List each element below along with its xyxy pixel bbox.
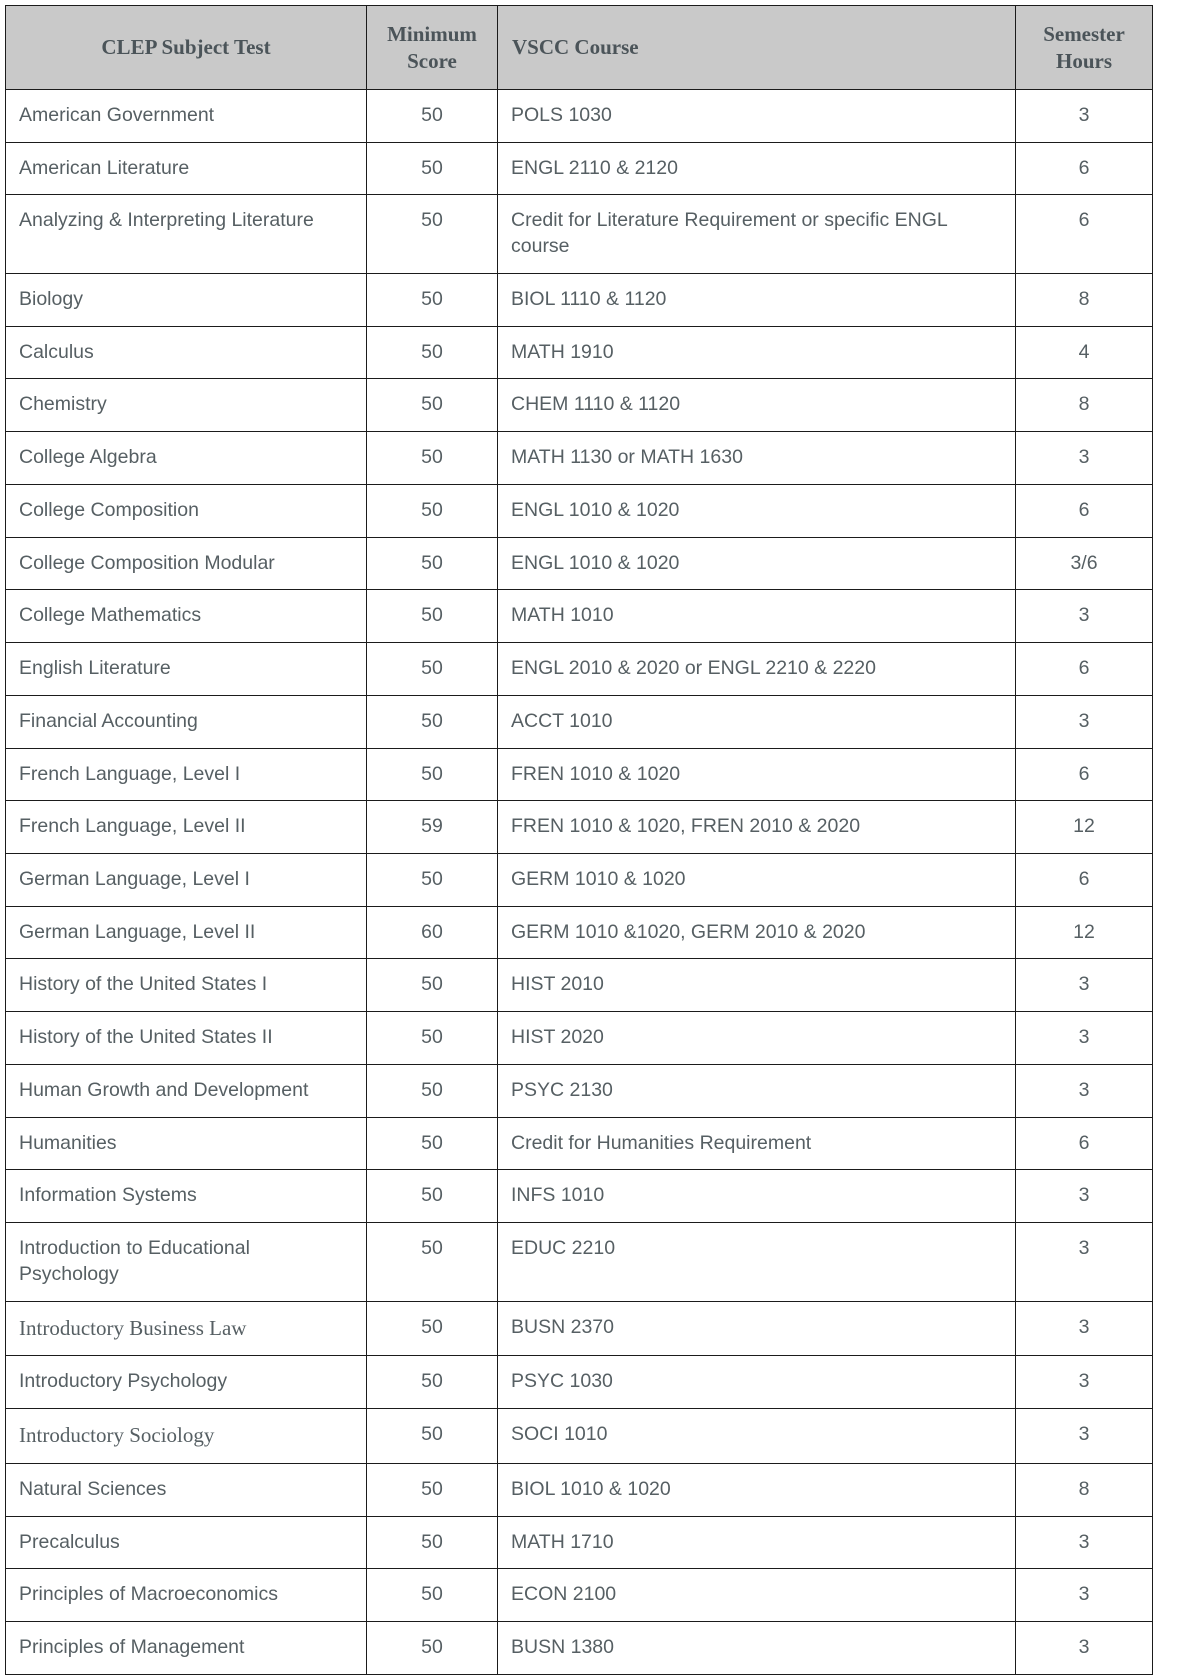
cell-vscc-course: ENGL 1010 & 1020 <box>498 484 1016 537</box>
cell-semester-hours: 3 <box>1016 1170 1153 1223</box>
cell-minimum-score: 50 <box>367 695 498 748</box>
cell-semester-hours: 4 <box>1016 326 1153 379</box>
table-row <box>6 906 1153 959</box>
cell-vscc-course: MATH 1710 <box>498 1516 1016 1569</box>
table-row <box>6 695 1153 748</box>
cell-minimum-score: 50 <box>367 379 498 432</box>
cell-subject: American Literature <box>6 142 367 195</box>
clep-credit-table <box>5 5 1153 1675</box>
table-row <box>6 1170 1153 1223</box>
cell-subject: Natural Sciences <box>6 1463 367 1516</box>
cell-vscc-course: ENGL 2110 & 2120 <box>498 142 1016 195</box>
cell-semester-hours: 3 <box>1016 432 1153 485</box>
table-row <box>6 1301 1153 1356</box>
table-row <box>6 1012 1153 1065</box>
cell-vscc-course: FREN 1010 & 1020 <box>498 748 1016 801</box>
cell-vscc-course: INFS 1010 <box>498 1170 1016 1223</box>
table-row <box>6 854 1153 907</box>
cell-vscc-course: BUSN 1380 <box>498 1622 1016 1675</box>
table-row <box>6 326 1153 379</box>
cell-vscc-course: Credit for Literature Requirement or specific ENGL course <box>498 195 1016 273</box>
table-row <box>6 748 1153 801</box>
column-header-course: VSCC Course <box>498 6 1016 90</box>
cell-semester-hours: 6 <box>1016 854 1153 907</box>
cell-subject: English Literature <box>6 643 367 696</box>
cell-minimum-score: 50 <box>367 326 498 379</box>
cell-subject: French Language, Level II <box>6 801 367 854</box>
table-row <box>6 959 1153 1012</box>
cell-minimum-score: 50 <box>367 432 498 485</box>
table-row <box>6 1409 1153 1464</box>
cell-semester-hours: 3 <box>1016 1516 1153 1569</box>
cell-minimum-score: 50 <box>367 90 498 143</box>
table-row <box>6 90 1153 143</box>
cell-subject: Precalculus <box>6 1516 367 1569</box>
cell-subject: Introductory Sociology <box>6 1409 367 1464</box>
table-row <box>6 801 1153 854</box>
cell-vscc-course: MATH 1010 <box>498 590 1016 643</box>
cell-vscc-course: ECON 2100 <box>498 1569 1016 1622</box>
cell-vscc-course: CHEM 1110 & 1120 <box>498 379 1016 432</box>
cell-semester-hours: 3 <box>1016 1301 1153 1356</box>
cell-minimum-score: 50 <box>367 484 498 537</box>
table-row <box>6 1117 1153 1170</box>
cell-semester-hours: 3 <box>1016 1569 1153 1622</box>
cell-vscc-course: HIST 2020 <box>498 1012 1016 1065</box>
cell-vscc-course: Credit for Humanities Requirement <box>498 1117 1016 1170</box>
cell-minimum-score: 59 <box>367 801 498 854</box>
cell-vscc-course: SOCI 1010 <box>498 1409 1016 1464</box>
column-header-hours: Semester Hours <box>1016 6 1153 90</box>
cell-subject: Introduction to Educational Psychology <box>6 1223 367 1301</box>
table-body <box>6 90 1153 1675</box>
cell-subject: German Language, Level II <box>6 906 367 959</box>
table-row <box>6 1356 1153 1409</box>
cell-semester-hours: 6 <box>1016 142 1153 195</box>
cell-semester-hours: 6 <box>1016 643 1153 696</box>
cell-vscc-course: POLS 1030 <box>498 90 1016 143</box>
table-row <box>6 1064 1153 1117</box>
cell-vscc-course: ACCT 1010 <box>498 695 1016 748</box>
cell-semester-hours: 3 <box>1016 590 1153 643</box>
cell-semester-hours: 3 <box>1016 1223 1153 1301</box>
table-row <box>6 537 1153 590</box>
table-row <box>6 379 1153 432</box>
table-row <box>6 1223 1153 1301</box>
cell-subject: Calculus <box>6 326 367 379</box>
cell-vscc-course: PSYC 1030 <box>498 1356 1016 1409</box>
column-header-subject: CLEP Subject Test <box>6 6 367 90</box>
cell-semester-hours: 12 <box>1016 801 1153 854</box>
cell-minimum-score: 50 <box>367 590 498 643</box>
cell-vscc-course: MATH 1910 <box>498 326 1016 379</box>
cell-subject: Biology <box>6 273 367 326</box>
cell-vscc-course: BUSN 2370 <box>498 1301 1016 1356</box>
table-header <box>6 6 1153 90</box>
header-row <box>6 6 1153 90</box>
cell-semester-hours: 12 <box>1016 906 1153 959</box>
cell-semester-hours: 3 <box>1016 1622 1153 1675</box>
cell-minimum-score: 50 <box>367 1012 498 1065</box>
cell-subject: College Composition <box>6 484 367 537</box>
cell-minimum-score: 50 <box>367 273 498 326</box>
cell-minimum-score: 50 <box>367 959 498 1012</box>
cell-semester-hours: 3 <box>1016 1409 1153 1464</box>
table-row <box>6 1569 1153 1622</box>
cell-minimum-score: 50 <box>367 1463 498 1516</box>
table-row <box>6 432 1153 485</box>
cell-vscc-course: BIOL 1110 & 1120 <box>498 273 1016 326</box>
cell-semester-hours: 6 <box>1016 748 1153 801</box>
cell-vscc-course: ENGL 1010 & 1020 <box>498 537 1016 590</box>
cell-semester-hours: 3/6 <box>1016 537 1153 590</box>
cell-subject: American Government <box>6 90 367 143</box>
cell-subject: College Composition Modular <box>6 537 367 590</box>
cell-vscc-course: MATH 1130 or MATH 1630 <box>498 432 1016 485</box>
cell-vscc-course: PSYC 2130 <box>498 1064 1016 1117</box>
table-row <box>6 1622 1153 1675</box>
cell-minimum-score: 50 <box>367 537 498 590</box>
cell-subject: Introductory Psychology <box>6 1356 367 1409</box>
cell-vscc-course: GERM 1010 & 1020 <box>498 854 1016 907</box>
table-row <box>6 273 1153 326</box>
cell-semester-hours: 3 <box>1016 695 1153 748</box>
cell-semester-hours: 6 <box>1016 1117 1153 1170</box>
cell-subject: History of the United States II <box>6 1012 367 1065</box>
cell-subject: College Mathematics <box>6 590 367 643</box>
cell-minimum-score: 50 <box>367 195 498 273</box>
cell-minimum-score: 50 <box>367 748 498 801</box>
cell-subject: German Language, Level I <box>6 854 367 907</box>
cell-minimum-score: 50 <box>367 1064 498 1117</box>
table-row <box>6 590 1153 643</box>
cell-semester-hours: 3 <box>1016 1356 1153 1409</box>
table-row <box>6 195 1153 273</box>
table-row <box>6 1516 1153 1569</box>
cell-semester-hours: 3 <box>1016 90 1153 143</box>
cell-subject: History of the United States I <box>6 959 367 1012</box>
table-row <box>6 484 1153 537</box>
table-row <box>6 142 1153 195</box>
cell-semester-hours: 6 <box>1016 484 1153 537</box>
cell-subject: Chemistry <box>6 379 367 432</box>
table-row <box>6 1463 1153 1516</box>
cell-subject: Principles of Management <box>6 1622 367 1675</box>
cell-subject: French Language, Level I <box>6 748 367 801</box>
cell-vscc-course: EDUC 2210 <box>498 1223 1016 1301</box>
cell-minimum-score: 50 <box>367 1516 498 1569</box>
cell-minimum-score: 50 <box>367 1170 498 1223</box>
cell-minimum-score: 50 <box>367 1409 498 1464</box>
cell-subject: Humanities <box>6 1117 367 1170</box>
cell-subject: Financial Accounting <box>6 695 367 748</box>
column-header-score: Minimum Score <box>367 6 498 90</box>
cell-minimum-score: 50 <box>367 1223 498 1301</box>
cell-minimum-score: 50 <box>367 854 498 907</box>
cell-semester-hours: 6 <box>1016 195 1153 273</box>
cell-minimum-score: 50 <box>367 643 498 696</box>
cell-subject: College Algebra <box>6 432 367 485</box>
cell-subject: Human Growth and Development <box>6 1064 367 1117</box>
cell-semester-hours: 8 <box>1016 273 1153 326</box>
cell-minimum-score: 60 <box>367 906 498 959</box>
cell-minimum-score: 50 <box>367 1117 498 1170</box>
cell-minimum-score: 50 <box>367 1569 498 1622</box>
cell-vscc-course: HIST 2010 <box>498 959 1016 1012</box>
table-row <box>6 643 1153 696</box>
cell-minimum-score: 50 <box>367 1356 498 1409</box>
cell-semester-hours: 8 <box>1016 379 1153 432</box>
cell-semester-hours: 3 <box>1016 1064 1153 1117</box>
cell-semester-hours: 3 <box>1016 1012 1153 1065</box>
cell-vscc-course: GERM 1010 &1020, GERM 2010 & 2020 <box>498 906 1016 959</box>
cell-semester-hours: 8 <box>1016 1463 1153 1516</box>
cell-subject: Principles of Macroeconomics <box>6 1569 367 1622</box>
cell-vscc-course: BIOL 1010 & 1020 <box>498 1463 1016 1516</box>
cell-subject: Information Systems <box>6 1170 367 1223</box>
cell-subject: Analyzing & Interpreting Literature <box>6 195 367 273</box>
cell-minimum-score: 50 <box>367 1301 498 1356</box>
cell-minimum-score: 50 <box>367 142 498 195</box>
cell-minimum-score: 50 <box>367 1622 498 1675</box>
cell-vscc-course: FREN 1010 & 1020, FREN 2010 & 2020 <box>498 801 1016 854</box>
cell-vscc-course: ENGL 2010 & 2020 or ENGL 2210 & 2220 <box>498 643 1016 696</box>
cell-subject: Introductory Business Law <box>6 1301 367 1356</box>
cell-semester-hours: 3 <box>1016 959 1153 1012</box>
